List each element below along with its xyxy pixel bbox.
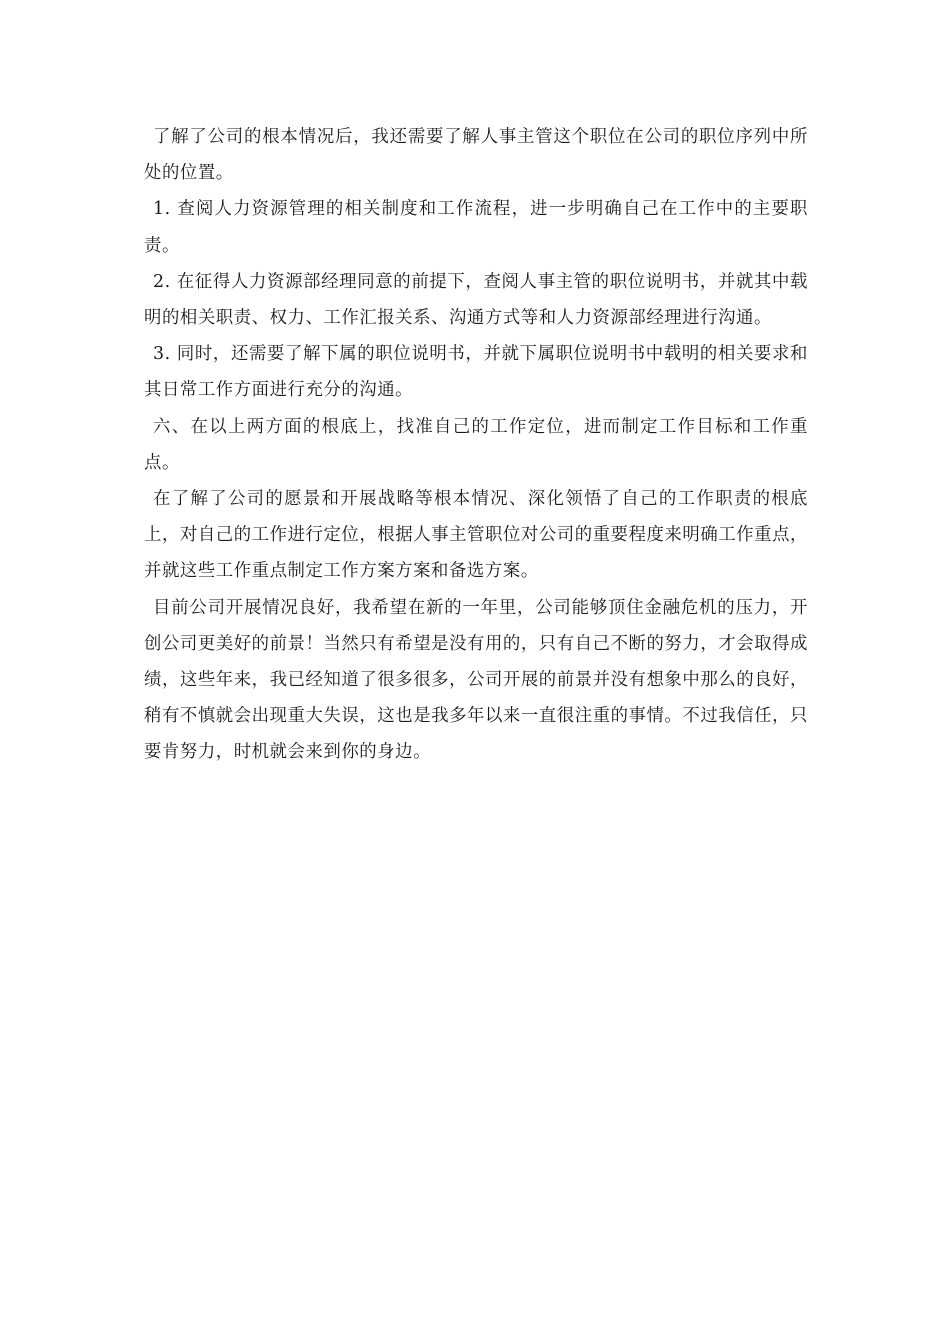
- paragraph-work-positioning: 在了解了公司的愿景和开展战略等根本情况、深化领悟了自己的工作职责的根底上，对自己的工作进行定位，根据人事主管职位对公司的重要程度来明确工作重点，并就这些工作重点制定工作方案方案和备选方案。: [144, 489, 808, 582]
- paragraph-closing-outlook: 目前公司开展情况良好，我希望在新的一年里，公司能够顶住金融危机的压力，开创公司更美好的前景！当然只有希望是没有用的，只有自己不断的努力，才会取得成绩，这些年来，我已经知道了很多很多，公司开展的前景并没有想象中那么的良好，稍有不慎就会出现重大失误，这也是我多年以来一直很注重的事情。不过我信任，只要肯努力，时机就会来到你的身边。: [144, 597, 808, 763]
- document-body: [144, 119, 808, 771]
- paragraph-item-1: 1. 查阅人力资源管理的相关制度和工作流程，进一步明确自己在工作中的主要职责。: [144, 199, 808, 256]
- paragraph-item-3: 3. 同时，还需要了解下属的职位说明书，并就下属职位说明书中载明的相关要求和其日常工作方面进行充分的沟通。: [144, 344, 808, 401]
- paragraph-item-2: 2. 在征得人力资源部经理同意的前提下，查阅人事主管的职位说明书，并就其中载明的相关职责、权力、工作汇报关系、沟通方式等和人力资源部经理进行沟通。: [144, 271, 808, 329]
- section-heading-six: 六、在以上两方面的根底上，找准自己的工作定位，进而制定工作目标和工作重点。: [144, 416, 808, 473]
- paragraph-position-in-sequence: 了解了公司的根本情况后，我还需要了解人事主管这个职位在公司的职位序列中所处的位置。: [144, 127, 808, 184]
